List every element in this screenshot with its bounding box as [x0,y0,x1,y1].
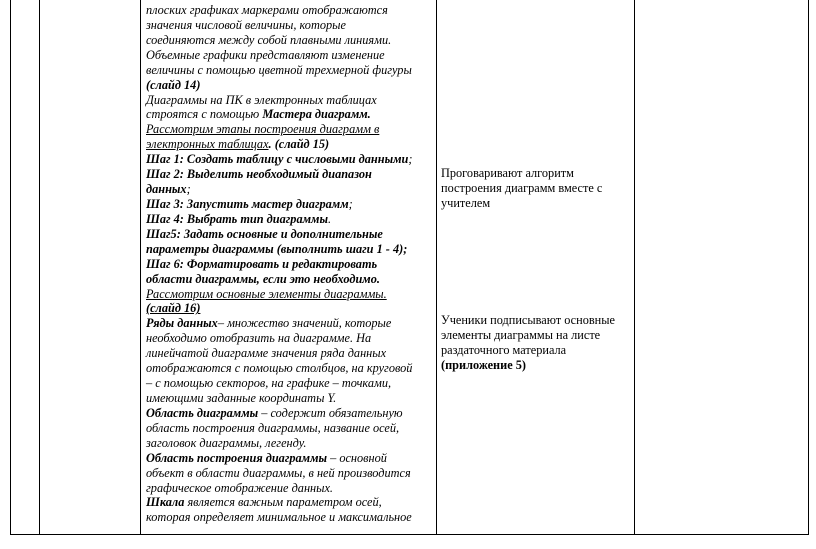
text-line [146,107,433,122]
slide-ref: (слайд 16) [146,301,201,316]
term-chart-area: Область диаграммы [146,405,259,420]
table-border-col3 [436,0,437,535]
student-activity-block-1 [441,166,629,211]
text-line: область построения диаграммы, название осей, [146,420,400,435]
text-line [146,182,433,197]
text-line: Объемные графики представляют изменение [146,47,385,62]
step-label: Шаг 2 [146,167,180,182]
text-line: Проговаривают алгоритм [441,166,574,180]
text-line: элементы диаграммы на листе [441,327,601,342]
step-text: данных [146,182,187,197]
table-border-bottom [10,534,808,535]
text-line [146,451,433,466]
text-line: учителем [441,195,491,210]
step-text: : Выделить необходимый диапазон [179,167,372,182]
text-line: Рассмотрим этапы построения диаграмм в [146,122,380,137]
step-text: : Создать таблицу с числовыми данными [179,152,409,167]
text-fragment: является важным параметром осей, [184,495,382,510]
text-line: значения числовой величины, которые [146,17,346,32]
text-line: объект в области диаграммы, в ней производится [146,465,411,480]
text-line: необходимо отобразить на диаграмме. На [146,331,372,346]
table-border-left [10,0,11,535]
table-border-right [808,0,809,535]
student-activity-block-2 [441,313,629,373]
text-line: линейчатой диаграмме значения ряда данных [146,346,387,361]
step-text: : Выбрать тип диаграммы [179,211,328,226]
text-fragment: – содержит обязательную [258,405,403,420]
text-line: отображаются с помощью столбцов, на круговой [146,361,413,376]
step-2 [146,167,433,182]
step-label: Шаг 1 [146,152,180,167]
appendix-ref: (приложение 5) [441,357,527,372]
text-line: величины с помощью цветной трехмерной фигуры [146,62,412,77]
step-label: Шаг5 [146,226,177,241]
step-6 [146,257,433,272]
text-line: плоских графиках маркерами отображаются [146,3,388,17]
text-fragment: ; [186,182,191,197]
text-line: области диаграммы, если это необходимо. [146,271,380,286]
text-fragment: строятся с помощью [146,107,263,122]
text-line: – с помощью секторов, на графике – точками, [146,376,392,391]
step-1 [146,152,433,167]
text-line: соединяются между собой плавными линиями. [146,32,392,47]
text-line [146,495,433,510]
step-label: Шаг 6 [146,256,180,271]
text-line [146,406,433,421]
text-line [146,137,433,152]
text-line: Диаграммы на ПК в электронных таблицах [146,92,377,107]
step-3 [146,197,433,212]
text-fragment: – множество значений, которые [217,316,392,331]
step-5 [146,227,433,242]
term-scale: Шкала [146,495,185,510]
text-fragment: . [327,211,332,226]
table-border-col2 [140,0,141,535]
text-fragment: ; [408,152,413,167]
text-line: заголовок диаграммы, легенду. [146,435,307,450]
text-fragment: – основной [327,450,387,465]
text-fragment: электронных таблицах [146,137,269,152]
step-label: Шаг 3 [146,196,180,211]
step-text: : Форматировать и редактировать [179,256,378,271]
text-line: Ученики подписывают основные [441,313,615,327]
teacher-activity-cell [146,3,433,525]
text-line: параметры диаграммы (выполнить шаги 1 - 4); [146,241,408,256]
text-line [146,316,433,331]
step-text: : Задать основные и дополнительные [176,226,383,241]
text-line: имеющими заданные координаты Y. [146,390,337,405]
text-line: Рассмотрим основные элементы диаграммы. [146,286,387,301]
text-line: раздаточного материала [441,342,567,357]
text-line: построения диаграмм вместе с [441,180,603,195]
table-border-col4 [634,0,635,535]
text-line: графическое отображение данных. [146,480,333,495]
term-data-series: Ряды данных [146,316,218,331]
slide-ref: . (слайд 15) [268,137,330,152]
step-label: Шаг 4 [146,211,180,226]
step-text: : Запустить мастер диаграмм [179,196,349,211]
term-plot-area: Область построения диаграммы [146,450,328,465]
term-chart-wizard: Мастера диаграмм. [262,107,371,122]
text-line: которая определяет минимальное и максимальное [146,510,412,525]
step-4 [146,212,433,227]
slide-ref: (слайд 14) [146,77,201,92]
table-border-col1 [39,0,40,535]
text-fragment: ; [348,196,353,211]
